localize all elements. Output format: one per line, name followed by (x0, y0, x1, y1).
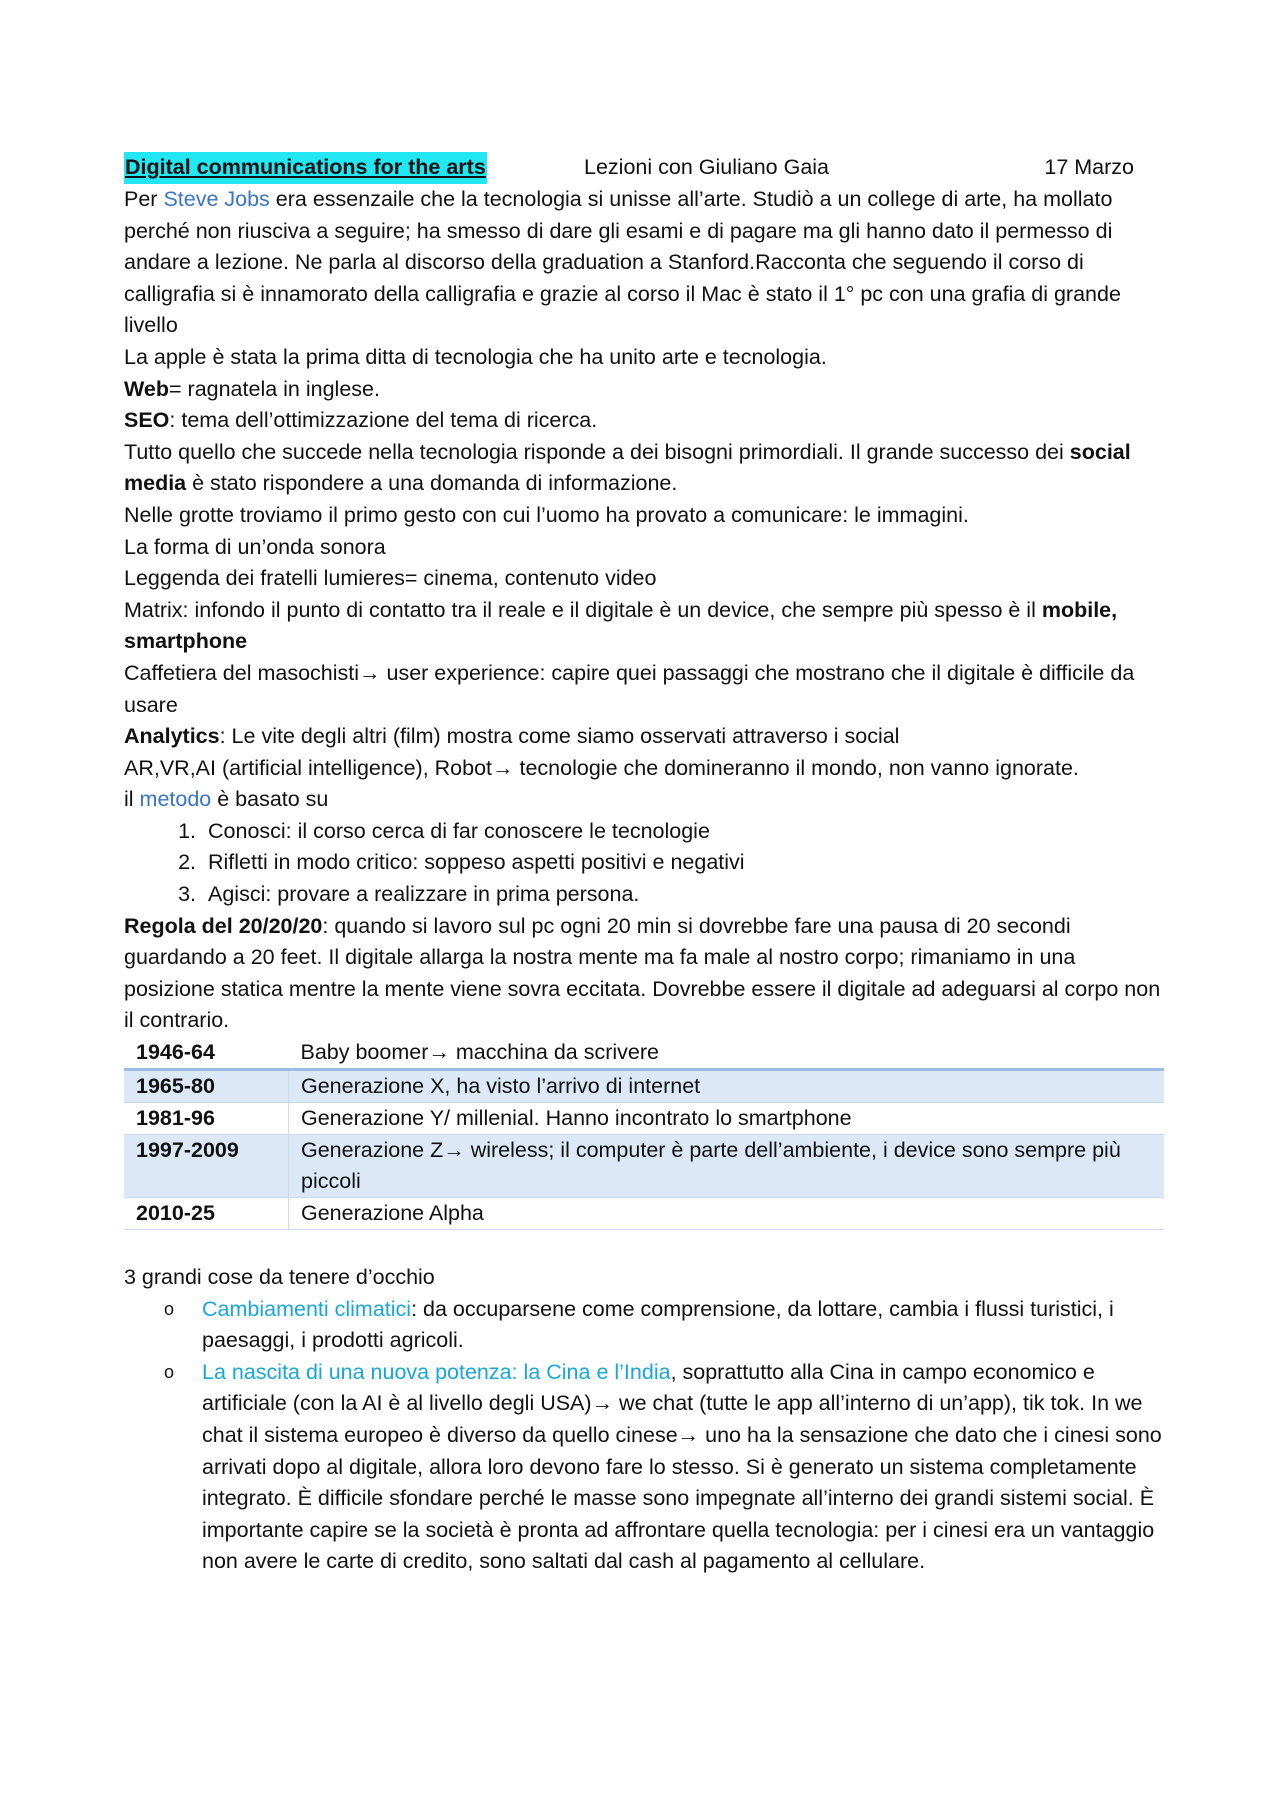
regola-term: Regola del 20/20/20 (124, 913, 323, 938)
cina-text: , soprattutto alla Cina in campo economico e artificiale (con la AI è al livello degli USA) (202, 1359, 1095, 1416)
arrow-right-icon: → (428, 1040, 450, 1065)
generation-years: 1965-80 (124, 1070, 289, 1103)
table-row (124, 1135, 1164, 1198)
generation-years: 2010-25 (124, 1198, 289, 1230)
social-after: è stato rispondere a una domanda di informazione. (186, 471, 678, 496)
method-after: è basato su (211, 787, 329, 812)
lumieres-line: Leggenda dei fratelli lumieres= cinema, contenuto video (124, 566, 657, 591)
circle-bullet-icon: o (164, 1361, 175, 1382)
generation-years: 1946-64 (124, 1037, 289, 1070)
cina-india-link[interactable]: La nascita di una nuova potenza: la Cina e l’India (202, 1359, 671, 1384)
generation-description (289, 1070, 1165, 1103)
arrow-right-icon: → (591, 1391, 614, 1416)
generation-text-after: wireless; il computer è parte dell’ambiente, i device sono sempre più piccoli (301, 1138, 1121, 1194)
intro-per: Per (124, 187, 164, 211)
document-header (124, 152, 1164, 184)
generation-text: Generazione Z (301, 1138, 444, 1163)
generation-years: 1981-96 (124, 1103, 289, 1135)
regola-text: : quando si lavoro sul pc ogni 20 min si dovrebbe fare una pausa di 20 secondi guardando a 20 feet. Il digitale allarga la nostra mente ma fa male al nostro corpo; rimaniamo in una posizione statica mentre la mente viene sovra eccitata. Dovrebbe essere il digitale ad adeguarsi al corpo non il contrario. (124, 913, 1161, 1033)
cina-text-2: we chat (tutte le app all’interno di un’app), tik tok. In we chat il sistema europeo è diverso da quello cinese (202, 1391, 1143, 1447)
analytics-line (124, 721, 1164, 753)
social-paragraph (124, 437, 1164, 500)
table-row (124, 1103, 1164, 1135)
intro-text: era essenzaile che la tecnologia si unisse all’arte. Studiò a un college di arte, ha mollato perché non riusciva a seguire; ha smesso di dare gli esami e di pagare ma gli hanno dato il permesso di andare a lezione. Ne parla al discorso della graduation a Stanford.Racconta che seguendo il corso di calligrafia si è innamorato della calligrafia e grazie al corso il Mac è stato il 1° pc con una grafia di grande livello (124, 187, 1121, 338)
ar-paragraph (124, 753, 1164, 785)
circle-bullet-icon: o (164, 1298, 175, 1319)
web-text: = ragnatela in inglese. (169, 376, 380, 401)
generation-text: Baby boomer (300, 1040, 429, 1065)
generation-description (289, 1103, 1165, 1135)
matrix-text: Matrix: infondo il punto di contatto tra il reale e il digitale è un device, che sempre più spesso è il (124, 597, 1042, 622)
generations-table (124, 1037, 1164, 1230)
list-item: 2. Rifletti in modo critico: soppeso aspetti positivi e negativi (202, 847, 1164, 879)
intro-paragraph (124, 184, 1164, 342)
social-term: social media (124, 439, 1131, 496)
social-before: Tutto quello che succede nella tecnologia risponde a dei bisogni primordiali. Il grande successo dei (124, 439, 1070, 464)
lesson-subtitle: Lezioni con Giuliano Gaia (584, 155, 830, 179)
seo-text: : tema dell’ottimizzazione del tema di ricerca. (169, 408, 598, 433)
grandi-list (124, 1294, 1164, 1578)
generation-text-after: macchina da scrivere (449, 1040, 660, 1065)
table-row (124, 1198, 1164, 1230)
list-item (124, 1357, 1164, 1578)
seo-term: SEO (124, 408, 170, 433)
caffettiera-after: user experience: capire quei passaggi che mostrano che il digitale è difficile da usare (124, 660, 1135, 717)
web-term: Web (124, 376, 169, 401)
cina-text-3: uno ha la sensazione che dato che i cinesi sono arrivati dopo al digitale, allora loro devono fare lo stesso. Si è generato un sistema completamente integrato. È difficile sfondare perché le masse sono impegnate all’interno dei grandi sistemi social. È importante capire se la società è pronta ad affrontare quella tecnologia: per i cinesi era un vantaggio non avere le carte di credito, sono saltati dal cash al pagamento al cellulare. (202, 1423, 1162, 1574)
grandi-heading: 3 grandi cose da tenere d’occhio (124, 1265, 435, 1290)
document-page (124, 152, 1164, 1578)
method-before: il (124, 787, 140, 812)
analytics-term: Analytics (124, 724, 220, 749)
generation-description (289, 1135, 1165, 1198)
ar-after: tecnologie che domineranno il mondo, non vanno ignorate. (513, 755, 1079, 780)
generation-text: Generazione Y/ millenial. Hanno incontrato lo smartphone (301, 1106, 852, 1131)
generation-text: Generazione Alpha (301, 1201, 484, 1226)
cambiamenti-link[interactable]: Cambiamenti climatici (202, 1296, 412, 1321)
generation-description (289, 1198, 1165, 1230)
method-intro (124, 784, 1164, 816)
arrow-right-icon: → (677, 1423, 700, 1447)
list-item (124, 1294, 1164, 1357)
apple-line: La apple è stata la prima ditta di tecnologia che ha unito arte e tecnologia. (124, 344, 827, 369)
generation-years: 1997-2009 (124, 1135, 289, 1198)
seo-line (124, 405, 1164, 437)
caffettiera-paragraph (124, 658, 1164, 721)
grotte-line: Nelle grotte troviamo il primo gesto con cui l’uomo ha provato a comunicare: le immagini. (124, 502, 969, 527)
cambiamenti-text: : da occuparsene come comprensione, da lottare, cambia i flussi turistici, i paesaggi, i prodotti agricoli. (202, 1296, 1114, 1353)
matrix-paragraph (124, 595, 1164, 658)
steve-jobs-link[interactable]: Steve Jobs (163, 187, 270, 211)
generation-description (289, 1037, 1165, 1070)
table-row (124, 1037, 1164, 1070)
document-title: Digital communications for the arts (124, 152, 487, 184)
list-item: 3. Agisci: provare a realizzare in prima persona. (202, 879, 1164, 911)
method-list (124, 816, 1164, 911)
caffettiera-before: Caffetiera del masochisti (124, 660, 360, 685)
arrow-right-icon: → (443, 1138, 465, 1163)
matrix-term: mobile, smartphone (124, 597, 1118, 654)
metodo-link[interactable]: metodo (139, 787, 212, 812)
ar-before: AR,VR,AI (artificial intelligence), Robot (124, 755, 493, 780)
lesson-date: 17 Marzo (1044, 155, 1134, 179)
generation-text: Generazione X, ha visto l’arrivo di internet (301, 1074, 701, 1099)
arrow-right-icon: → (492, 755, 514, 780)
table-row (124, 1070, 1164, 1103)
list-item: 1. Conosci: il corso cerca di far conoscere le tecnologie (202, 816, 1164, 848)
arrow-right-icon: → (359, 660, 381, 685)
web-line (124, 374, 1164, 406)
spacer (124, 1230, 1164, 1262)
regola-paragraph (124, 911, 1164, 1037)
analytics-text: : Le vite degli altri (film) mostra come siamo osservati attraverso i social (219, 724, 900, 749)
onda-line: La forma di un’onda sonora (124, 534, 386, 559)
